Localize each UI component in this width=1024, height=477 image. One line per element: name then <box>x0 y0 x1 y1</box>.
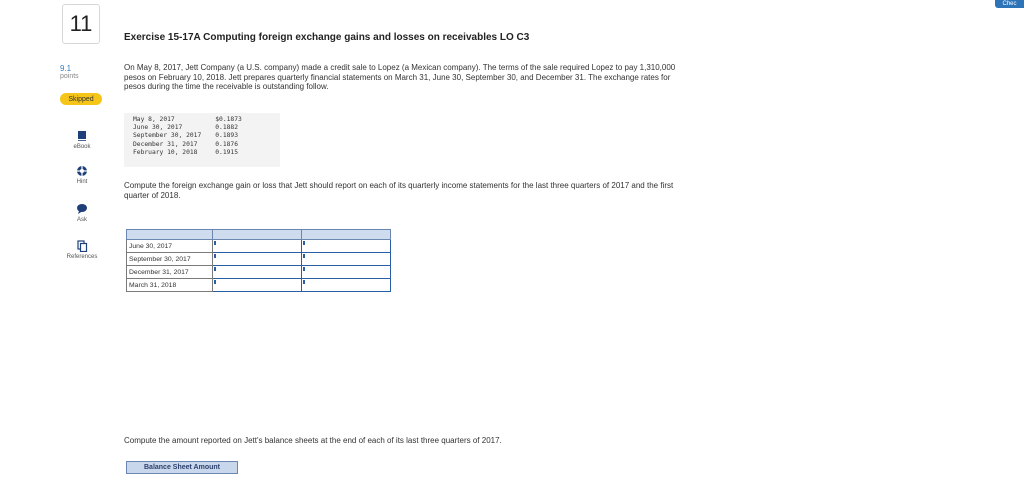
ask-tool[interactable] <box>62 203 102 223</box>
balance-sheet-header: Balance Sheet Amount <box>126 461 238 474</box>
rate-date: February 10, 2018 <box>133 148 198 156</box>
references-tool[interactable] <box>62 240 102 260</box>
rate-value: 0.1882 <box>215 124 238 132</box>
rate-date: May 8, 2017 <box>133 116 175 123</box>
gain-loss-select[interactable] <box>213 279 302 292</box>
amount-input[interactable] <box>302 240 391 253</box>
gain-loss-answer-table <box>126 229 391 292</box>
table-header-row <box>127 230 391 240</box>
balance-sheet-prompt: Compute the amount reported on Jett's balance sheets at the end of each of its last three quarters of 2017. <box>124 436 502 445</box>
row-label: September 30, 2017 <box>127 253 213 266</box>
gain-loss-select[interactable] <box>213 253 302 266</box>
question-number: 11 <box>62 4 100 44</box>
hint-label: Hint <box>76 179 88 185</box>
hint-tool[interactable] <box>62 165 102 185</box>
rate-date: December 31, 2017 <box>133 140 198 148</box>
gain-loss-select[interactable] <box>213 266 302 279</box>
table-row <box>127 279 391 292</box>
exercise-intro: On May 8, 2017, Jett Company (a U.S. company) made a credit sale to Lopez (a Mexican company). The terms of the sale required Lopez to pay 1,310,000 pesos on February 10, 2018. Jett prepares quarterly financial statements on March 31, June 30, September 30, and December 31. The exchange rates for pesos during the time the receivable is outstanding follow. <box>124 63 676 92</box>
table-row <box>127 240 391 253</box>
gain-loss-select[interactable] <box>213 240 302 253</box>
ebook-tool[interactable] <box>62 130 102 150</box>
ebook-label: eBook <box>73 144 91 150</box>
table-row <box>127 253 391 266</box>
amount-input[interactable] <box>302 266 391 279</box>
rate-row <box>133 149 242 157</box>
header-cell <box>127 230 213 240</box>
status-badge: Skipped <box>60 93 102 105</box>
header-cell <box>213 230 302 240</box>
rate-value: $0.1873 <box>215 116 242 123</box>
rate-row <box>133 124 242 132</box>
points-value: 9.1 <box>60 64 72 73</box>
row-label: June 30, 2017 <box>127 240 213 253</box>
row-label: March 31, 2018 <box>127 279 213 292</box>
amount-input[interactable] <box>302 253 391 266</box>
copy-pages-icon <box>76 240 88 252</box>
references-label: References <box>66 254 98 260</box>
ask-label: Ask <box>76 217 87 223</box>
book-icon <box>76 130 88 142</box>
rate-date: June 30, 2017 <box>133 124 183 132</box>
exercise-title: Exercise 15-17A Computing foreign exchange gains and losses on receivables LO C3 <box>124 32 530 43</box>
rate-row <box>133 132 242 140</box>
rate-value: 0.1876 <box>215 140 238 148</box>
gain-loss-prompt: Compute the foreign exchange gain or loss that Jett should report on each of its quarterly income statements for the last three quarters of 2017 and the first quarter of 2018. <box>124 181 674 200</box>
amount-input[interactable] <box>302 279 391 292</box>
rate-row <box>133 141 242 149</box>
header-cell <box>302 230 391 240</box>
rate-date: September 30, 2017 <box>133 132 202 140</box>
rate-row <box>133 116 242 124</box>
rate-value: 0.1915 <box>215 148 238 156</box>
table-row <box>127 266 391 279</box>
speech-bubble-icon <box>76 203 88 215</box>
exchange-rate-table <box>124 113 280 167</box>
check-work-button[interactable]: Chec <box>995 0 1024 8</box>
rate-value: 0.1893 <box>215 132 238 140</box>
lifebuoy-icon <box>76 165 88 177</box>
row-label: December 31, 2017 <box>127 266 213 279</box>
points-label: points <box>60 73 79 80</box>
